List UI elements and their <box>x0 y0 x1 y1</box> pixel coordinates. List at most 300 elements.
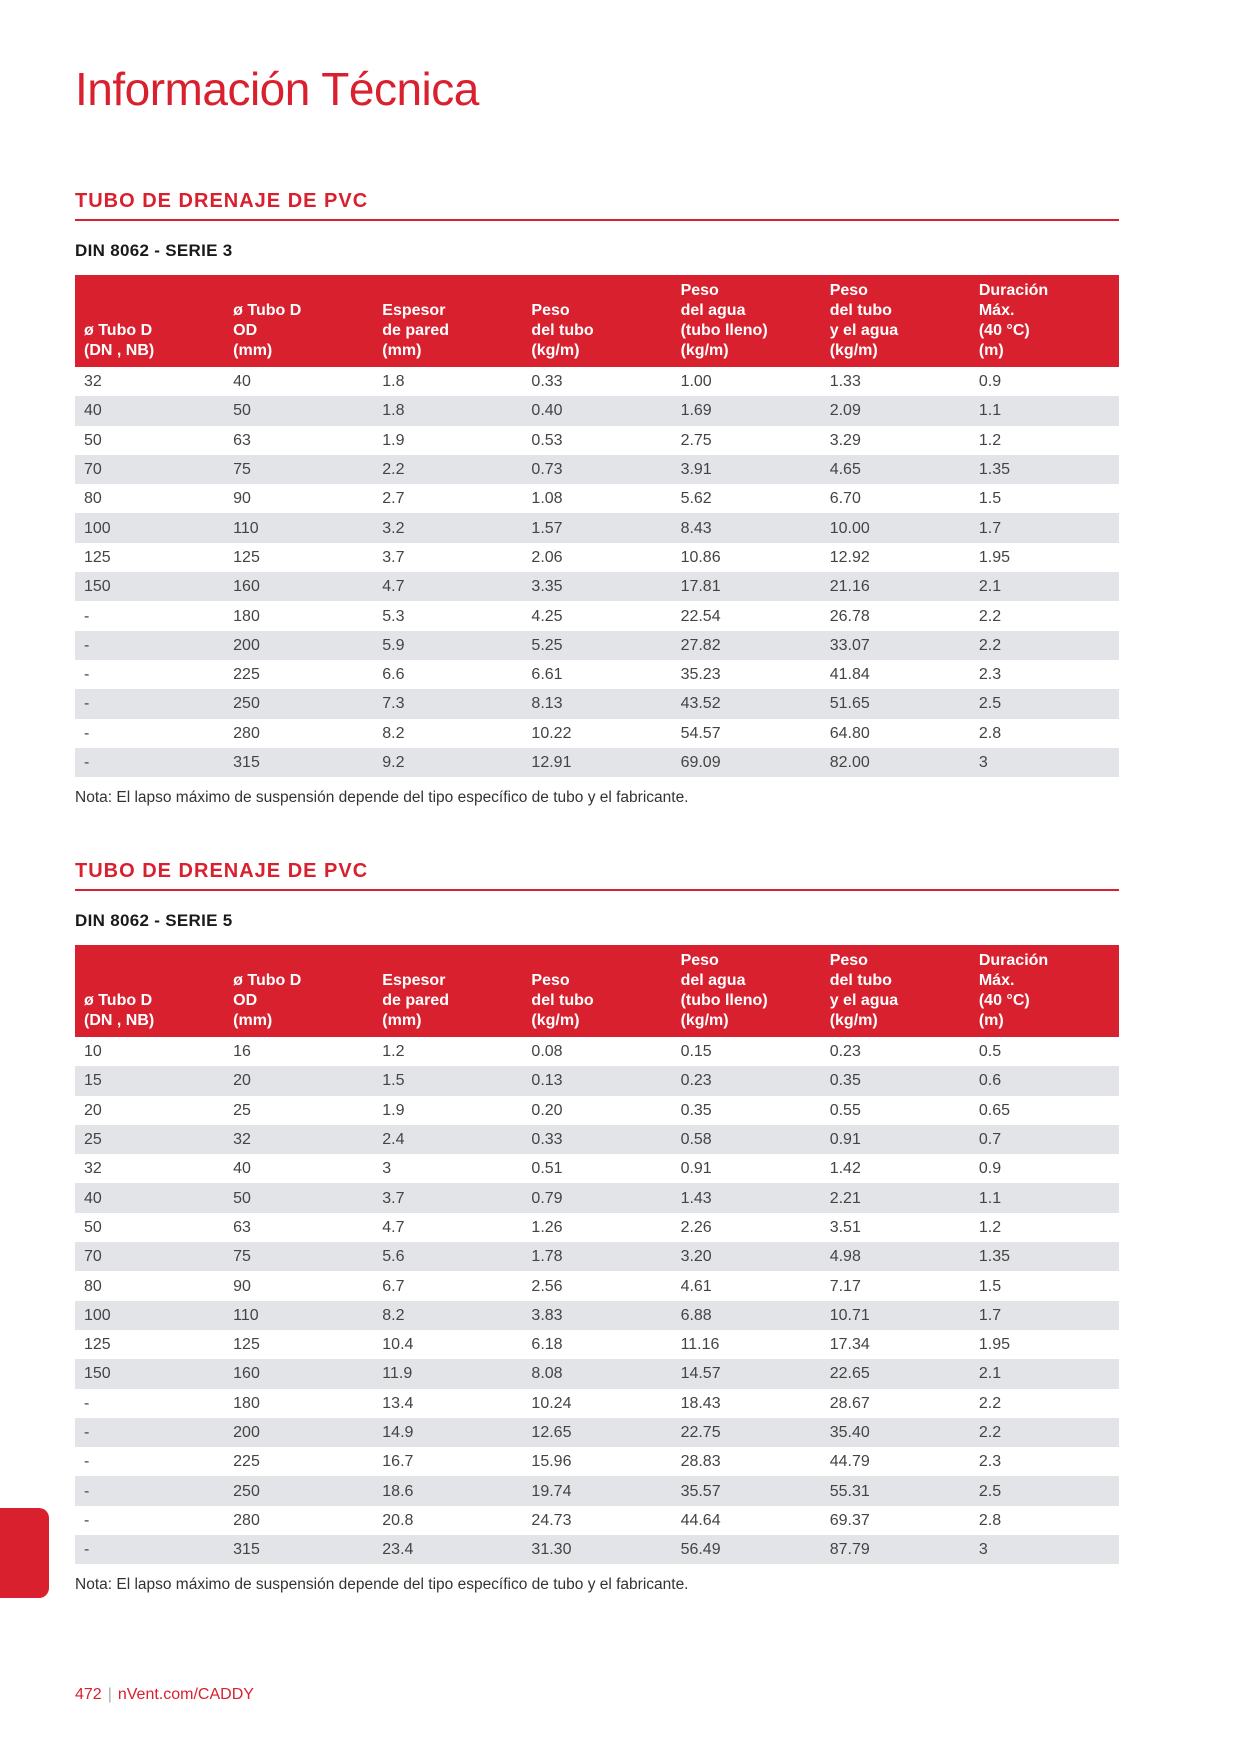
table-cell: - <box>75 631 224 660</box>
column-header-line: (kg/m) <box>829 342 878 359</box>
table-cell: 75 <box>224 1242 373 1271</box>
column-header <box>821 945 970 1037</box>
table-note: Nota: El lapso máximo de suspensión depende del tipo específico de tubo y el fabricante. <box>75 789 689 807</box>
table-cell: 7.3 <box>373 689 522 718</box>
table-row <box>75 1037 1119 1066</box>
table-cell: 35.23 <box>680 666 721 684</box>
section-heading: TUBO DE DRENAJE DE PVC <box>75 860 1119 891</box>
table-cell: 50 <box>84 431 102 449</box>
table-cell: 43.52 <box>672 689 821 718</box>
section-subheading: DIN 8062 - SERIE 3 <box>75 241 233 260</box>
table-cell: 2.2 <box>970 631 1119 660</box>
table-cell: 0.13 <box>522 1066 671 1095</box>
table-cell: 20.8 <box>382 1511 414 1529</box>
table-row <box>75 367 1119 396</box>
table-cell: 35.40 <box>821 1418 970 1447</box>
table-cell: 22.75 <box>672 1418 821 1447</box>
table-cell: 2.8 <box>978 724 1002 742</box>
column-header-line: ø Tubo D <box>233 972 302 989</box>
table-cell: 40 <box>75 396 224 425</box>
table-cell: - <box>84 1394 90 1412</box>
column-header <box>672 275 821 367</box>
table-cell: 110 <box>224 1301 373 1330</box>
table-cell: 2.2 <box>373 455 522 484</box>
table-cell: 1.57 <box>522 513 671 542</box>
table-cell: 2.56 <box>531 1277 563 1295</box>
table-cell: 3.7 <box>382 548 405 566</box>
table-cell: 2.3 <box>978 666 1002 684</box>
section-heading: TUBO DE DRENAJE DE PVC <box>75 190 1119 221</box>
column-header-line: ø Tubo D <box>233 302 302 319</box>
column-header-line: (tubo lleno) <box>680 992 768 1009</box>
table-cell: 63 <box>233 431 251 449</box>
section-subheading: DIN 8062 - SERIE 5 <box>75 911 233 930</box>
table-cell: 12.91 <box>522 748 671 777</box>
table-cell: - <box>75 1476 224 1505</box>
column-header-line: (kg/m) <box>680 342 729 359</box>
table-cell: 6.70 <box>829 490 861 508</box>
table-cell: 0.08 <box>531 1043 563 1061</box>
table-cell: - <box>84 1511 90 1529</box>
table-row <box>75 1359 1119 1388</box>
table-cell: 2.75 <box>680 431 712 449</box>
table-cell: 50 <box>224 1183 373 1212</box>
table-cell: 1.5 <box>978 490 1002 508</box>
column-header-line: Peso <box>680 282 719 299</box>
column-header-line: ø Tubo D <box>84 322 153 339</box>
table-cell: - <box>75 689 224 718</box>
table-cell: 1.78 <box>522 1242 671 1271</box>
table-cell: 50 <box>224 396 373 425</box>
table-cell: 10.00 <box>821 513 970 542</box>
table-cell: 63 <box>233 1218 251 1236</box>
column-header-line: Peso <box>531 302 570 319</box>
table-cell: 75 <box>224 455 373 484</box>
column-header-line: Peso <box>829 282 868 299</box>
table-row <box>75 1418 1119 1447</box>
table-cell: 6.88 <box>672 1301 821 1330</box>
table-cell: 2.06 <box>531 548 563 566</box>
table-cell: 23.4 <box>373 1535 522 1564</box>
table-cell: 6.61 <box>531 666 563 684</box>
table-cell: 69.09 <box>672 748 821 777</box>
column-header <box>75 275 224 367</box>
table-cell: 0.73 <box>522 455 671 484</box>
table-cell: 200 <box>224 631 373 660</box>
table-cell: 50 <box>84 1218 102 1236</box>
table-cell: 2.26 <box>680 1218 712 1236</box>
table-row <box>75 719 1119 748</box>
table-cell: 0.65 <box>978 1101 1010 1119</box>
table-cell: 8.43 <box>672 513 821 542</box>
table-cell: 3.29 <box>829 431 861 449</box>
table-cell: 10.4 <box>382 1336 414 1354</box>
table-cell: 13.4 <box>382 1394 414 1412</box>
table-row <box>75 601 1119 630</box>
table-cell: 225 <box>233 666 260 684</box>
table-cell: 160 <box>224 1359 373 1388</box>
column-header-line: y el agua <box>829 992 899 1009</box>
table-cell: 3.7 <box>373 1183 522 1212</box>
table-note: Nota: El lapso máximo de suspensión depende del tipo específico de tubo y el fabricante. <box>75 1576 689 1594</box>
table-cell: 280 <box>233 1511 260 1529</box>
table-row <box>75 1301 1119 1330</box>
table-cell: 3.35 <box>522 572 671 601</box>
table-cell: 1.7 <box>970 1301 1119 1330</box>
table-cell: 2.5 <box>970 1476 1119 1505</box>
column-header-line: (kg/m) <box>531 1012 580 1029</box>
column-header-line: (m) <box>978 1012 1004 1029</box>
table-row <box>75 1506 1119 1535</box>
table-row <box>75 1330 1119 1359</box>
table-cell: 2.5 <box>970 689 1119 718</box>
column-header-line: OD <box>233 322 258 339</box>
table-row <box>75 1271 1119 1300</box>
column-header <box>373 275 522 367</box>
table-cell: 28.67 <box>829 1394 870 1412</box>
table-cell: 8.2 <box>382 724 405 742</box>
table-cell: 6.18 <box>531 1336 563 1354</box>
table-cell: 40 <box>233 1160 251 1178</box>
table-cell: 0.79 <box>522 1183 671 1212</box>
table-row <box>75 1096 1119 1125</box>
table-row <box>75 1183 1119 1212</box>
table-cell: 44.79 <box>829 1453 870 1471</box>
section-serie-5 <box>75 860 1119 1594</box>
table-cell: 3.20 <box>672 1242 821 1271</box>
table-cell: 9.2 <box>373 748 522 777</box>
column-header-line: del tubo <box>531 322 594 339</box>
table-cell: 40 <box>233 373 251 391</box>
column-header-line: (tubo lleno) <box>680 322 768 339</box>
table-cell: 2.2 <box>978 1394 1002 1412</box>
table-cell: 2.4 <box>373 1125 522 1154</box>
footer-site-link[interactable]: nVent.com/CADDY <box>117 1686 254 1703</box>
table-cell: 20 <box>224 1066 373 1095</box>
table-cell: 11.9 <box>373 1359 522 1388</box>
table-cell: 0.35 <box>821 1066 970 1095</box>
table-cell: 1.1 <box>970 1183 1119 1212</box>
pipe-table-serie-3 <box>75 275 1119 777</box>
column-header <box>522 275 671 367</box>
table-cell: 90 <box>233 490 251 508</box>
table-cell: 10.71 <box>821 1301 970 1330</box>
table-cell: 5.25 <box>522 631 671 660</box>
table-cell: 1.43 <box>672 1183 821 1212</box>
table-row <box>75 631 1119 660</box>
side-tab-marker <box>0 1508 49 1598</box>
table-cell: 70 <box>75 455 224 484</box>
table-cell: 1.5 <box>978 1277 1002 1295</box>
column-header <box>522 945 671 1037</box>
table-cell: 5.9 <box>373 631 522 660</box>
column-header-line: Duración <box>978 282 1049 299</box>
table-cell: 69.37 <box>829 1511 870 1529</box>
column-header-line: (kg/m) <box>680 1012 729 1029</box>
table-cell: - <box>75 748 224 777</box>
table-row <box>75 484 1119 513</box>
table-cell: 18.43 <box>680 1394 721 1412</box>
table-cell: 1.9 <box>382 1101 405 1119</box>
table-cell: - <box>84 607 90 625</box>
table-cell: 8.08 <box>522 1359 671 1388</box>
table-cell: 25 <box>233 1101 251 1119</box>
table-cell: 3.2 <box>373 513 522 542</box>
table-header-row <box>75 945 1119 1037</box>
table-cell: 80 <box>84 1277 102 1295</box>
table-cell: 4.7 <box>373 572 522 601</box>
table-cell: 32 <box>84 373 102 391</box>
table-header-row <box>75 275 1119 367</box>
table-cell: 1.7 <box>970 513 1119 542</box>
table-cell: 125 <box>84 1336 111 1354</box>
table-cell: 17.81 <box>672 572 821 601</box>
column-header-line: del agua <box>680 302 746 319</box>
column-header-line: Duración <box>978 952 1049 969</box>
table-cell: 12.92 <box>829 548 870 566</box>
column-header-line: Peso <box>680 952 719 969</box>
table-cell: 33.07 <box>821 631 970 660</box>
table-cell: 19.74 <box>522 1476 671 1505</box>
table-cell: 2.1 <box>970 1359 1119 1388</box>
table-cell: 16 <box>233 1043 251 1061</box>
table-cell: 64.80 <box>829 724 870 742</box>
column-header-line: Peso <box>829 952 868 969</box>
table-cell: 0.9 <box>978 373 1002 391</box>
table-cell: 3 <box>382 1160 392 1178</box>
table-cell: 26.78 <box>829 607 870 625</box>
table-cell: 16.7 <box>382 1453 414 1471</box>
table-cell: 1.8 <box>382 373 405 391</box>
table-cell: 125 <box>233 548 260 566</box>
table-cell: 1.1 <box>970 396 1119 425</box>
column-header-line: (DN , NB) <box>84 342 155 359</box>
table-cell: 280 <box>233 724 260 742</box>
table-row <box>75 1213 1119 1242</box>
table-row <box>75 1125 1119 1154</box>
table-cell: 0.20 <box>531 1101 563 1119</box>
table-cell: 80 <box>84 490 102 508</box>
column-header <box>672 945 821 1037</box>
section-serie-3 <box>75 190 1119 807</box>
table-cell: 100 <box>75 1301 224 1330</box>
table-cell: 3.51 <box>829 1218 861 1236</box>
page-title: Información Técnica <box>75 63 479 115</box>
table-cell: 100 <box>75 513 224 542</box>
table-cell: 70 <box>75 1242 224 1271</box>
column-header-line: Espesor <box>382 302 446 319</box>
table-cell: 5.3 <box>382 607 405 625</box>
table-row <box>75 1154 1119 1183</box>
table-cell: 0.23 <box>829 1043 861 1061</box>
table-cell: 21.16 <box>821 572 970 601</box>
table-cell: 28.83 <box>680 1453 721 1471</box>
table-row <box>75 748 1119 777</box>
table-cell: 1.69 <box>672 396 821 425</box>
table-cell: 1.33 <box>829 373 861 391</box>
table-cell: 160 <box>224 572 373 601</box>
table-cell: 150 <box>75 572 224 601</box>
table-cell: 0.55 <box>829 1101 861 1119</box>
table-cell: 225 <box>233 1453 260 1471</box>
table-cell: 2.09 <box>821 396 970 425</box>
table-cell: 5.62 <box>680 490 712 508</box>
table-cell: 10.24 <box>531 1394 572 1412</box>
table-cell: 0.33 <box>522 1125 671 1154</box>
table-cell: 1.95 <box>978 548 1010 566</box>
table-cell: 1.2 <box>978 1218 1002 1236</box>
column-header <box>821 275 970 367</box>
table-cell: 2.1 <box>970 572 1119 601</box>
table-cell: 0.91 <box>821 1125 970 1154</box>
table-row <box>75 660 1119 689</box>
table-cell: 1.35 <box>970 1242 1119 1271</box>
table-cell: 10.86 <box>680 548 721 566</box>
table-cell: 0.53 <box>531 431 563 449</box>
table-cell: 7.17 <box>829 1277 861 1295</box>
table-cell: - <box>84 666 90 684</box>
table-row <box>75 1389 1119 1418</box>
table-cell: 250 <box>224 689 373 718</box>
table-cell: 6.6 <box>382 666 405 684</box>
table-cell: 87.79 <box>821 1535 970 1564</box>
table-cell: 1.5 <box>373 1066 522 1095</box>
table-cell: 0.58 <box>672 1125 821 1154</box>
column-header-line: (DN , NB) <box>84 1012 155 1029</box>
table-cell: 0.9 <box>978 1160 1002 1178</box>
table-cell: 180 <box>233 607 260 625</box>
table-cell: 1.35 <box>970 455 1119 484</box>
table-cell: 125 <box>233 1336 260 1354</box>
table-cell: 40 <box>75 1183 224 1212</box>
table-cell: 5.6 <box>373 1242 522 1271</box>
table-cell: 0.51 <box>531 1160 563 1178</box>
table-row <box>75 1066 1119 1095</box>
table-cell: - <box>75 1418 224 1447</box>
table-cell: 8.13 <box>522 689 671 718</box>
table-cell: 4.61 <box>680 1277 712 1295</box>
table-cell: 27.82 <box>672 631 821 660</box>
column-header-line: Espesor <box>382 972 446 989</box>
table-cell: 54.57 <box>680 724 721 742</box>
table-cell: 32 <box>224 1125 373 1154</box>
table-cell: 180 <box>233 1394 260 1412</box>
table-cell: 2.2 <box>970 1418 1119 1447</box>
table-cell: 315 <box>224 748 373 777</box>
table-cell: 8.2 <box>373 1301 522 1330</box>
column-header-line: (40 °C) <box>978 322 1030 339</box>
table-cell: 12.65 <box>522 1418 671 1447</box>
table-cell: 35.57 <box>672 1476 821 1505</box>
pipe-table-serie-5 <box>75 945 1119 1564</box>
table-cell: 51.65 <box>821 689 970 718</box>
table-row <box>75 455 1119 484</box>
column-header-line: (m) <box>978 342 1004 359</box>
footer <box>75 1686 254 1704</box>
table-cell: 0.6 <box>970 1066 1119 1095</box>
table-row <box>75 513 1119 542</box>
table-cell: 2.8 <box>978 1511 1002 1529</box>
table-cell: - <box>84 724 90 742</box>
table-cell: 82.00 <box>821 748 970 777</box>
table-cell: 1.8 <box>373 396 522 425</box>
table-cell: 200 <box>224 1418 373 1447</box>
table-cell: 90 <box>233 1277 251 1295</box>
table-cell: 2.7 <box>382 490 405 508</box>
table-row <box>75 543 1119 572</box>
table-cell: 110 <box>224 513 373 542</box>
table-row <box>75 426 1119 455</box>
table-cell: 150 <box>75 1359 224 1388</box>
table-cell: 2.21 <box>821 1183 970 1212</box>
table-cell: 0.15 <box>680 1043 712 1061</box>
table-cell: 0.7 <box>970 1125 1119 1154</box>
column-header-line: Máx. <box>978 302 1015 319</box>
column-header-line: del tubo <box>829 972 892 989</box>
table-cell: 3 <box>970 1535 1119 1564</box>
column-header-line: (kg/m) <box>829 1012 878 1029</box>
table-cell: 41.84 <box>829 666 870 684</box>
table-cell: 17.34 <box>829 1336 870 1354</box>
column-header-line: (kg/m) <box>531 342 580 359</box>
column-header-line: (mm) <box>382 1012 422 1029</box>
table-cell: 0.23 <box>672 1066 821 1095</box>
column-header-line: de pared <box>382 992 449 1009</box>
table-cell: 15.96 <box>531 1453 572 1471</box>
footer-separator: | <box>107 1686 112 1703</box>
table-cell: 22.54 <box>680 607 721 625</box>
table-row <box>75 396 1119 425</box>
table-cell: 0.91 <box>680 1160 712 1178</box>
table-cell: 1.9 <box>382 431 405 449</box>
table-cell: 4.98 <box>821 1242 970 1271</box>
table-cell: 315 <box>224 1535 373 1564</box>
table-row <box>75 689 1119 718</box>
table-cell: 0.40 <box>522 396 671 425</box>
table-cell: - <box>84 1453 90 1471</box>
table-cell: 1.08 <box>531 490 563 508</box>
column-header-line: de pared <box>382 322 449 339</box>
column-header-line: del agua <box>680 972 746 989</box>
table-cell: 44.64 <box>680 1511 721 1529</box>
table-cell: 56.49 <box>672 1535 821 1564</box>
table-cell: 31.30 <box>522 1535 671 1564</box>
table-row <box>75 1242 1119 1271</box>
table-cell: 14.57 <box>672 1359 821 1388</box>
table-row <box>75 572 1119 601</box>
table-cell: 4.7 <box>382 1218 405 1236</box>
table-cell: 24.73 <box>531 1511 572 1529</box>
column-header-line: OD <box>233 992 258 1009</box>
column-header-line: ø Tubo D <box>84 992 153 1009</box>
column-header-line: (mm) <box>382 342 422 359</box>
column-header-line: y el agua <box>829 322 899 339</box>
column-header-line: (mm) <box>233 342 273 359</box>
column-header-line: Máx. <box>978 972 1015 989</box>
table-cell: 1.42 <box>829 1160 861 1178</box>
column-header-line: del tubo <box>531 992 594 1009</box>
table-cell: 18.6 <box>373 1476 522 1505</box>
table-cell: 1.95 <box>978 1336 1010 1354</box>
table-cell: 1.00 <box>680 373 712 391</box>
column-header-line: (mm) <box>233 1012 273 1029</box>
table-cell: - <box>75 1535 224 1564</box>
table-cell: 14.9 <box>373 1418 522 1447</box>
table-cell: 3.83 <box>522 1301 671 1330</box>
table-cell: 3 <box>970 748 1119 777</box>
table-cell: 11.16 <box>680 1336 720 1354</box>
table-cell: 22.65 <box>821 1359 970 1388</box>
